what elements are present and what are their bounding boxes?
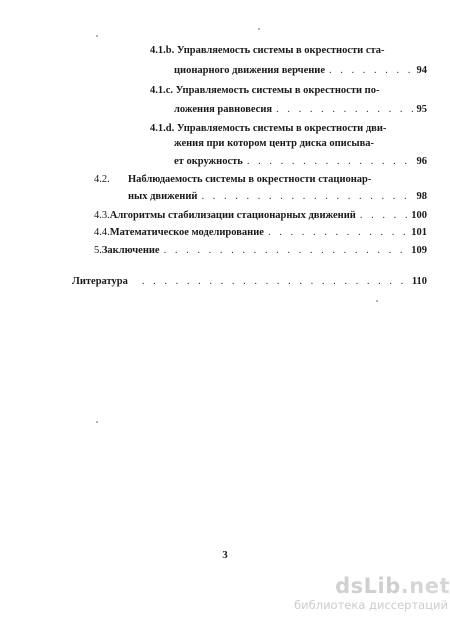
dot-leader (276, 103, 412, 116)
toc-entry-page: 100 (411, 210, 427, 221)
toc-entry-page: 94 (416, 65, 427, 76)
watermark (280, 575, 450, 612)
toc-entry-title: Литература (72, 276, 128, 287)
dot-leader (142, 275, 408, 288)
toc-entry-title: жения при котором центр диска описыва- (174, 138, 374, 149)
toc-entry-continuation (174, 103, 427, 116)
toc-entry (94, 226, 427, 239)
toc-entry-continuation (174, 155, 427, 168)
toc-entry-title: Математическое моделирование (109, 227, 264, 238)
toc-entry-number: 4.3. (94, 210, 110, 221)
toc-entry-page: 101 (411, 227, 427, 238)
toc-entry (94, 173, 424, 186)
toc-entry-title: Заключение (101, 245, 160, 256)
scan-speck (376, 300, 378, 302)
toc-entry-number: 5. (94, 245, 102, 256)
toc-entry-continuation (128, 190, 427, 203)
toc-entry-number: 4.1.c. (150, 85, 174, 96)
scan-speck (96, 35, 98, 37)
toc-entry (72, 275, 427, 288)
toc-entry (94, 244, 427, 257)
toc-entry-page: 109 (411, 245, 427, 256)
toc-entry-title: Управляемость системы в окрестности дви- (176, 123, 387, 134)
toc-entry-number: 4.1.b. (150, 45, 175, 56)
toc-entry-title: Управляемость системы в окрестности по- (175, 85, 380, 96)
dot-leader (329, 64, 413, 77)
toc-entry (150, 84, 422, 97)
toc-entry-title: ных движений (128, 191, 198, 202)
toc-entry-title: Алгоритмы стабилизации стационарных движений (109, 210, 356, 221)
toc-entry (150, 122, 424, 135)
toc-entry-number: 4.1.d. (150, 123, 175, 134)
dot-leader (360, 209, 407, 222)
toc-entry-title: Наблюдаемость системы в окрестности стационар- (128, 174, 372, 185)
toc-entry-title: ложения равновесия (174, 104, 273, 115)
toc-entry-title: ционарного движения верчение (174, 65, 325, 76)
scan-speck (258, 28, 260, 30)
dot-leader (247, 155, 413, 168)
watermark-subtitle: библиотека диссертаций (294, 598, 448, 612)
toc-entry-page: 96 (416, 156, 427, 167)
toc-entry-continuation (174, 137, 424, 150)
dot-leader (164, 244, 408, 257)
toc-entry-title: ет окружность (174, 156, 243, 167)
toc-entry (94, 209, 427, 222)
toc-entry-number: 4.4. (94, 227, 110, 238)
dot-leader (201, 190, 412, 203)
toc-entry-page: 95 (416, 104, 427, 115)
toc-entry-continuation (174, 64, 427, 77)
toc-entry-page: 110 (411, 276, 427, 287)
toc-entry-page: 98 (416, 191, 427, 202)
dot-leader (268, 226, 407, 239)
scan-speck (96, 421, 98, 423)
page-number: 3 (222, 549, 228, 561)
toc-entry (150, 44, 418, 57)
watermark-logo: dsLib.net (335, 574, 450, 598)
toc-entry-title: Управляемость системы в окрестности ста- (176, 45, 385, 56)
toc-entry-number: 4.2. (94, 174, 110, 185)
